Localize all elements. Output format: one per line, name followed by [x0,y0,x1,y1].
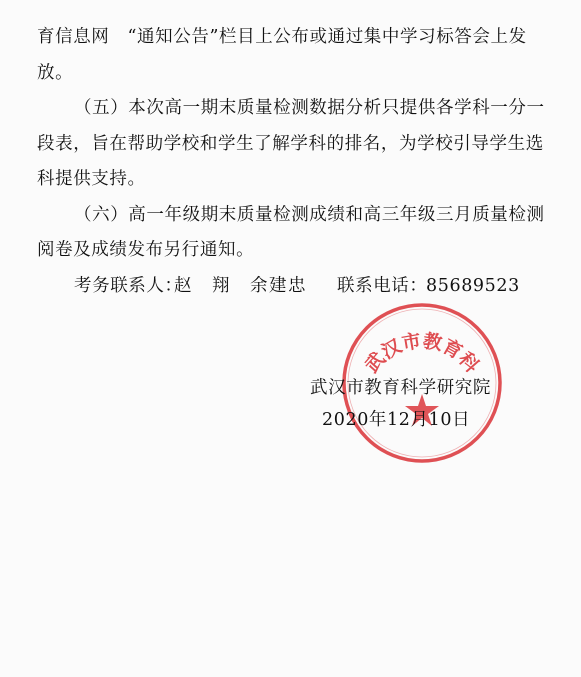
body-line-7: 阅卷及成绩发布另行通知。 [37,240,255,260]
body-line-3: （五）本次高一期末质量检测数据分析只提供各学科一分一 [74,98,545,118]
contact-person-label: 考务联系人： [74,276,183,296]
contact-person-names: 赵 翔 余建忠 [174,276,307,296]
contact-phone-label: 联系电话： [337,276,428,296]
body-line-2: 放。 [37,63,74,83]
signature-organization: 武汉市教育科学研究院 [310,378,491,398]
body-line-5: 科提供支持。 [37,169,146,189]
body-line-4: 段表，旨在帮助学校和学生了解学科的排名，为学校引导学生选 [37,134,544,154]
svg-text:武汉市教育科: 武汉市教育科 [360,329,484,378]
signature-date: 2020年12月10日 [322,410,471,430]
body-line-6: （六）高一年级期末质量检测成绩和高三年级三月质量检测 [74,205,545,225]
body-line-1: 育信息网 “通知公告”栏目上公布或通过集中学习标答会上发 [37,27,527,47]
contact-phone-number: 85689523 [426,276,520,296]
